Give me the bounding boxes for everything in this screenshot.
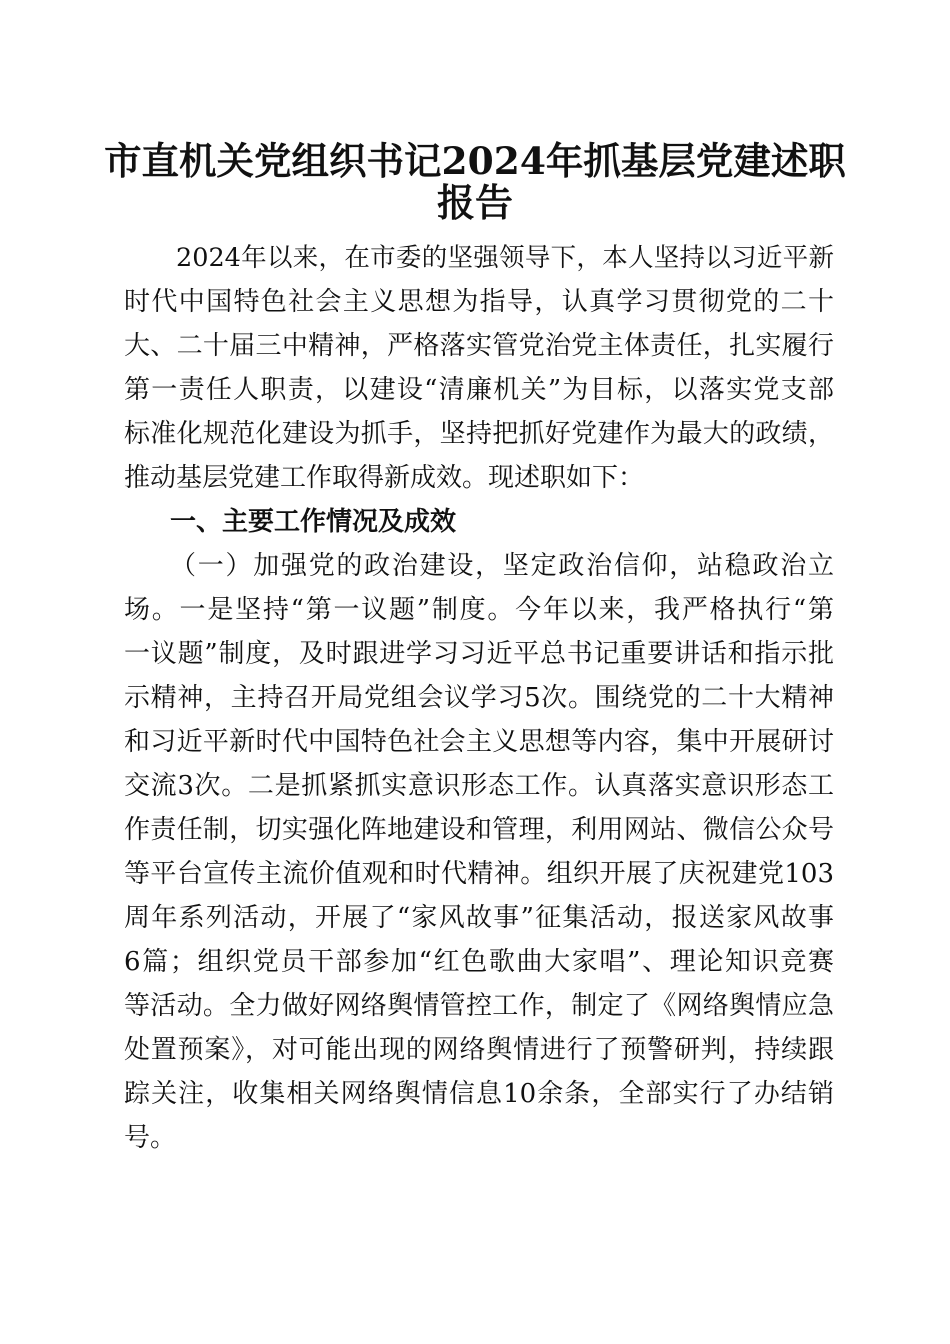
document-title-line-1: 市直机关党组织书记2024年抓基层党建述职 bbox=[104, 139, 846, 183]
sub1-line-3: 一议题”制度，及时跟进学习习近平总书记重要讲话和指示批 bbox=[124, 639, 834, 669]
sub1-line-8: 等平台宣传主流价值观和时代精神。组织开展了庆祝建党103 bbox=[124, 859, 834, 889]
sub1-line-7: 作责任制，切实强化阵地建设和管理，利用网站、微信公众号 bbox=[124, 815, 834, 845]
sub1-line-5: 和习近平新时代中国特色社会主义思想等内容，集中开展研讨 bbox=[124, 727, 834, 757]
sub1-line-6: 交流3次。二是抓紧抓实意识形态工作。认真落实意识形态工 bbox=[124, 771, 834, 801]
intro-line-3: 大、二十届三中精神，严格落实管党治党主体责任，扎实履行 bbox=[124, 331, 834, 361]
sub1-line-1: （一）加强党的政治建设，坚定政治信仰，站稳政治立 bbox=[170, 551, 834, 581]
intro-line-1: 2024年以来，在市委的坚强领导下，本人坚持以习近平新 bbox=[176, 243, 834, 273]
sub1-line-10: 6篇；组织党员干部参加“红色歌曲大家唱”、理论知识竞赛 bbox=[124, 947, 834, 977]
document-title-line-2: 报告 bbox=[436, 180, 513, 225]
intro-line-4: 第一责任人职责，以建设“清廉机关”为目标，以落实党支部 bbox=[124, 375, 834, 405]
intro-line-5: 标准化规范化建设为抓手，坚持把抓好党建作为最大的政绩， bbox=[124, 419, 834, 449]
section-1-heading: 一、主要工作情况及成效 bbox=[170, 507, 457, 537]
sub1-line-12: 处置预案》，对可能出现的网络舆情进行了预警研判，持续跟 bbox=[124, 1035, 834, 1065]
sub1-line-11: 等活动。全力做好网络舆情管控工作，制定了《网络舆情应急 bbox=[124, 991, 834, 1021]
intro-line-6: 推动基层党建工作取得新成效。现述职如下： bbox=[124, 463, 645, 493]
intro-line-2: 时代中国特色社会主义思想为指导，认真学习贯彻党的二十 bbox=[124, 287, 834, 317]
sub1-line-4: 示精神，主持召开局党组会议学习5次。围绕党的二十大精神 bbox=[124, 683, 834, 713]
sub1-line-2: 场。一是坚持“第一议题”制度。今年以来，我严格执行“第 bbox=[124, 595, 834, 625]
sub1-line-9: 周年系列活动，开展了“家风故事”征集活动，报送家风故事 bbox=[124, 903, 834, 933]
sub1-line-13: 踪关注，收集相关网络舆情信息10余条，全部实行了办结销 bbox=[124, 1079, 834, 1109]
sub1-line-14: 号。 bbox=[124, 1123, 177, 1153]
